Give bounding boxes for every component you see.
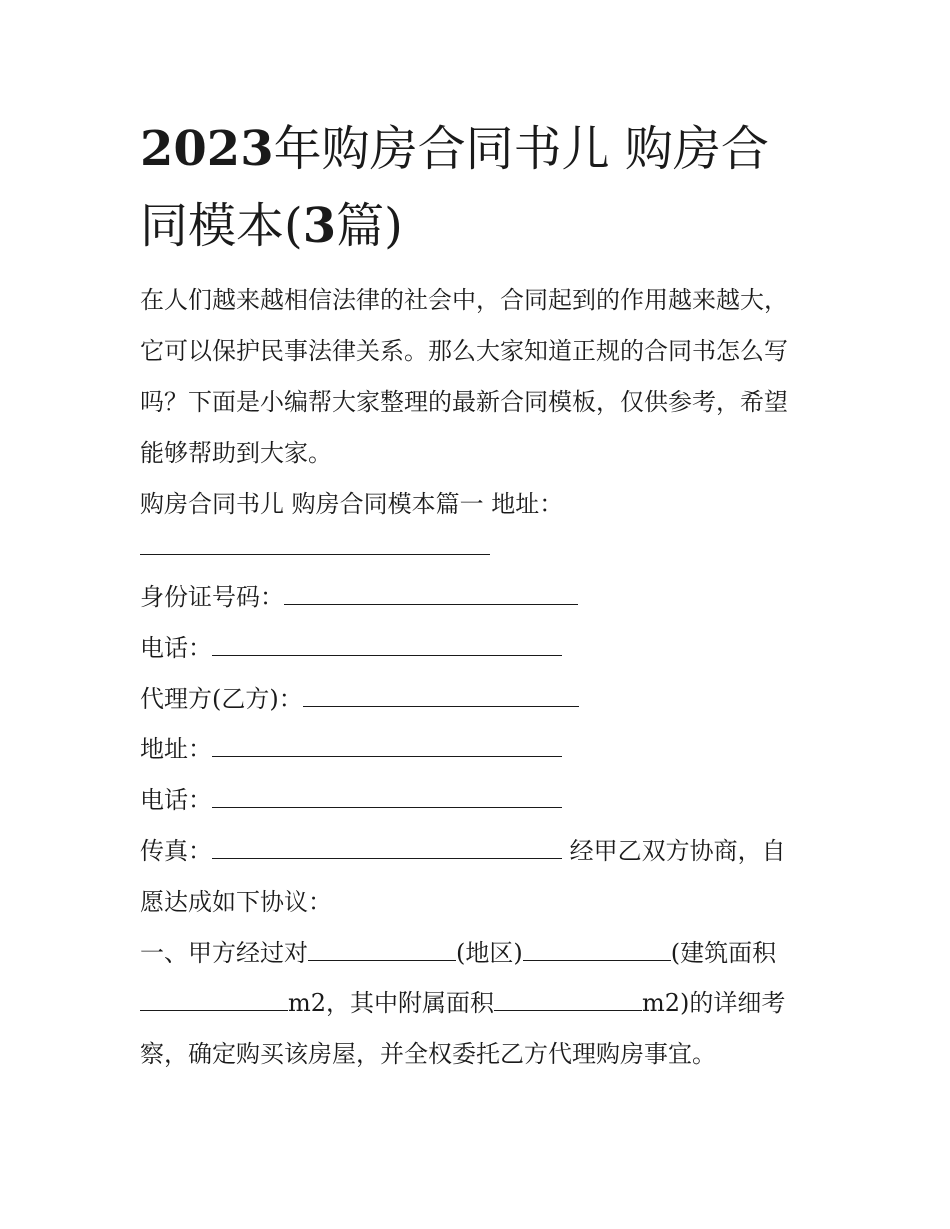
agent-address-label: 地址： bbox=[140, 735, 212, 763]
id-number-line bbox=[140, 580, 578, 614]
phone-label-1: 电话： bbox=[140, 634, 212, 662]
agent-address-blank bbox=[212, 734, 562, 757]
clause-1-line-3: 察，确定购买该房屋，并全权委托乙方代理购房事宜。 bbox=[140, 1040, 716, 1068]
fax-suffix: 经甲乙双方协商，自 bbox=[569, 837, 786, 865]
title-line-2 bbox=[140, 193, 840, 259]
intro-line-4: 能够帮助到大家。 bbox=[140, 439, 332, 467]
address-blank-line bbox=[140, 530, 490, 564]
phone-label-2: 电话： bbox=[140, 786, 212, 814]
phone-line-2 bbox=[140, 783, 562, 817]
address-blank bbox=[140, 532, 490, 555]
id-number-label: 身份证号码： bbox=[140, 583, 284, 611]
title-text-3: 篇) bbox=[336, 198, 403, 254]
clause-1-text-d: m2，其中附属面积 bbox=[288, 989, 495, 1017]
intro-line-2: 它可以保护民事法律关系。那么大家知道正规的合同书怎么写 bbox=[140, 337, 788, 365]
title-text-2: 同模本( bbox=[140, 198, 303, 254]
phone-blank-1 bbox=[212, 633, 562, 656]
section-heading-line: 购房合同书儿 购房合同模本篇一 地址： bbox=[140, 490, 564, 518]
clause-1-text-a: 一、甲方经过对 bbox=[140, 939, 308, 967]
fax-label: 传真： bbox=[140, 837, 212, 865]
phone-blank-2 bbox=[212, 785, 562, 808]
region-name-blank bbox=[523, 938, 671, 961]
clause-1-text-c: (建筑面积 bbox=[670, 939, 777, 967]
intro-line-3: 吗？下面是小编帮大家整理的最新合同模板，仅供参考，希望 bbox=[140, 388, 788, 416]
clause-1-text-b: (地区) bbox=[456, 939, 523, 967]
agent-address-line bbox=[140, 732, 562, 766]
agent-label: 代理方(乙方)： bbox=[140, 685, 303, 713]
fax-line bbox=[140, 834, 786, 868]
agent-line bbox=[140, 682, 579, 716]
auxiliary-area-blank bbox=[494, 988, 642, 1011]
area-blank bbox=[140, 988, 288, 1011]
title-year: 2023 bbox=[140, 121, 274, 177]
phone-line-1 bbox=[140, 631, 562, 665]
title-line-1 bbox=[140, 116, 840, 182]
clause-1-line-1 bbox=[140, 936, 776, 970]
agreement-line: 愿达成如下协议： bbox=[140, 888, 332, 916]
title-count: 3 bbox=[302, 198, 337, 254]
title-text-1: 年购房合同书儿 购房合 bbox=[273, 121, 769, 177]
agent-blank bbox=[303, 684, 579, 707]
fax-blank bbox=[212, 836, 562, 859]
id-number-blank bbox=[284, 582, 578, 605]
intro-line-1: 在人们越来越相信法律的社会中，合同起到的作用越来越大， bbox=[140, 286, 788, 314]
clause-1-text-e: m2)的详细考 bbox=[642, 989, 786, 1017]
region-blank bbox=[308, 938, 456, 961]
clause-1-line-2 bbox=[140, 986, 785, 1020]
